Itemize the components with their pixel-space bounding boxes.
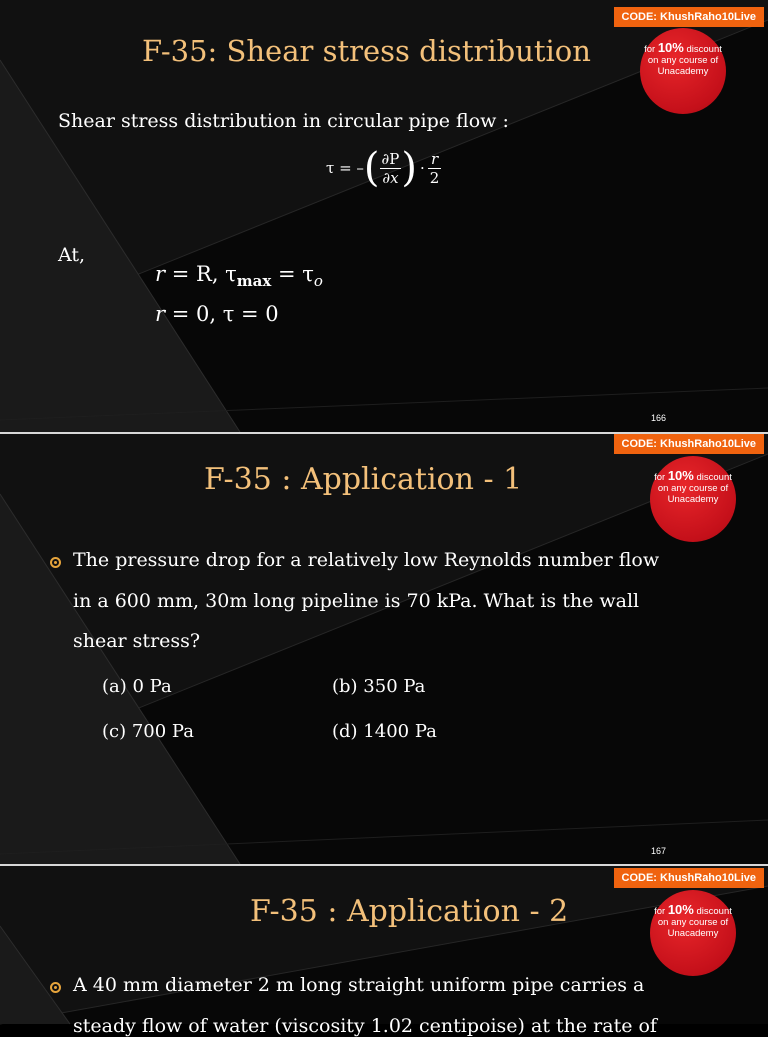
question-line-1: A 40 mm diameter 2 m long straight uniform pipe carries a — [73, 974, 645, 996]
discount-line2: on any course of — [647, 55, 719, 66]
r-numerator: r — [428, 150, 442, 169]
discount-percent: 10% — [667, 468, 694, 483]
cond1-eq1: = R, τ — [171, 262, 237, 286]
intro-text: Shear stress distribution in circular pipe flow : — [58, 110, 509, 132]
discount-percent: 10% — [667, 902, 694, 917]
condition-center — [155, 302, 279, 326]
slide-168 — [0, 866, 768, 1037]
formula-lhs: τ = – — [326, 159, 364, 177]
option-a[interactable]: (a) 0 Pa — [102, 676, 172, 697]
discount-line3: Unacademy — [657, 66, 709, 77]
cond2-r: r — [155, 302, 166, 326]
pressure-gradient-fraction — [380, 150, 402, 187]
slide-title: F-35: Shear stress distribution — [142, 34, 591, 68]
discount-for: for — [654, 472, 666, 483]
cond1-sub-o: o — [313, 272, 323, 291]
discount-word: discount — [696, 472, 732, 483]
fraction-denominator: ∂x — [382, 168, 399, 187]
slide-167 — [0, 434, 768, 864]
option-c[interactable]: (c) 700 Pa — [102, 721, 194, 742]
at-label: At, — [58, 244, 86, 266]
formula-dot: · — [419, 159, 425, 177]
slide-title: F-35 : Application - 2 — [250, 894, 569, 929]
discount-line2: on any course of — [657, 917, 729, 928]
r-denominator: 2 — [429, 168, 440, 187]
question-line-3: shear stress? — [73, 630, 201, 652]
option-d[interactable]: (d) 1400 Pa — [332, 721, 437, 742]
slide-166 — [0, 0, 768, 432]
slide-title: F-35 : Application - 1 — [204, 462, 523, 497]
question-line-1: The pressure drop for a relatively low Reynolds number flow — [73, 549, 660, 571]
promo-code-tag: CODE: KhushRaho10Live — [614, 7, 764, 27]
discount-line3: Unacademy — [667, 494, 719, 505]
cond1-sub-max: max — [236, 272, 272, 291]
page-number: 167 — [651, 846, 667, 856]
discount-badge — [650, 890, 736, 976]
cond1-eq2: = τ — [278, 262, 314, 286]
bullet-icon — [50, 557, 61, 568]
fraction-numerator: ∂P — [381, 149, 400, 168]
discount-line2: on any course of — [657, 483, 729, 494]
shear-formula — [326, 145, 441, 191]
question-line-2: steady flow of water (viscosity 1.02 centipoise) at the rate of — [73, 1015, 657, 1037]
promo-code-tag: CODE: KhushRaho10Live — [614, 868, 764, 888]
paren-close: ) — [401, 145, 417, 191]
r-over-2-fraction — [428, 150, 442, 187]
page-number: 166 — [651, 413, 667, 423]
discount-line3: Unacademy — [667, 928, 719, 939]
discount-badge — [640, 28, 726, 114]
discount-for: for — [644, 44, 656, 55]
discount-badge — [650, 456, 736, 542]
discount-word: discount — [686, 44, 722, 55]
bullet-icon — [50, 982, 61, 993]
cond2-rest: = 0, τ = 0 — [171, 302, 279, 326]
cond1-r: r — [155, 262, 166, 286]
discount-percent: 10% — [657, 40, 684, 55]
option-b[interactable]: (b) 350 Pa — [332, 676, 426, 697]
discount-for: for — [654, 906, 666, 917]
question-line-2: in a 600 mm, 30m long pipeline is 70 kPa. What is the wall — [73, 590, 640, 612]
condition-boundary — [155, 262, 323, 290]
paren-open: ( — [363, 145, 380, 191]
promo-code-tag: CODE: KhushRaho10Live — [614, 434, 764, 454]
discount-word: discount — [696, 906, 732, 917]
